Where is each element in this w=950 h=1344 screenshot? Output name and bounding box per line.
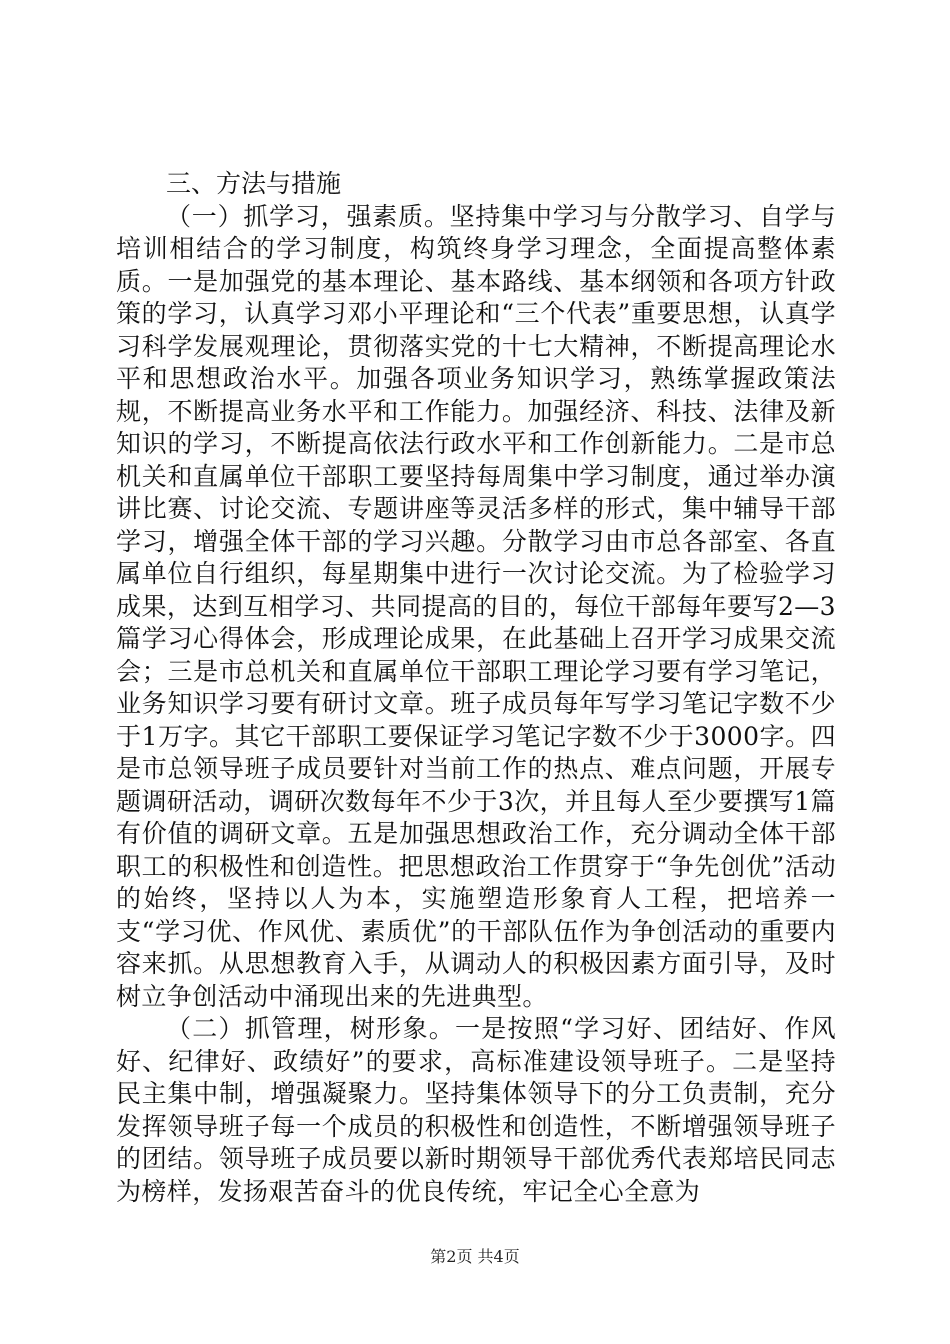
paragraph-management: （二）抓管理，树形象。一是按照“学习好、团结好、作风好、纪律好、政绩好”的要求，高标准建设领导班子。二是坚持民主集中制，增强凝聚力。坚持集体领导下的分工负责制，充分发挥领导班子每一个成员的积极性和创造性，不断增强领导班子的团结。领导班子成员要以新时期领导干部优秀代表郑培民同志为榜样，发扬艰苦奋斗的优良传统，牢记全心全意为 <box>116 1014 836 1206</box>
document-body <box>116 168 836 1208</box>
section-heading: 三、方法与措施 <box>166 169 342 198</box>
page-number-footer: 第2页 共4页 <box>430 1247 520 1266</box>
paragraph-study: （一）抓学习，强素质。坚持集中学习与分散学习、自学与培训相结合的学习制度，构筑终身学习理念，全面提高整体素质。一是加强党的基本理论、基本路线、基本纲领和各项方针政策的学习，认真学习邓小平理论和“三个代表”重要思想，认真学习科学发展观理论，贯彻落实党的十七大精神，不断提高理论水平和思想政治水平。加强各项业务知识学习，熟练掌握政策法规，不断提高业务水平和工作能力。加强经济、科技、法律及新知识的学习，不断提高依法行政水平和工作创新能力。二是市总机关和直属单位干部职工要坚持每周集中学习制度，通过举办演讲比赛、讨论交流、专题讲座等灵活多样的形式，集中辅导干部学习，增强全体干部的学习兴趣。分散学习由市总各部室、各直属单位自行组织，每星期集中进行一次讨论交流。为了检验学习成果，达到互相学习、共同提高的目的，每位干部每年要写2—3篇学习心得体会，形成理论成果，在此基础上召开学习成果交流会；三是市总机关和直属单位干部职工理论学习要有学习笔记，业务知识学习要有研讨文章。班子成员每年写学习笔记字数不少于1万字。其它干部职工要保证学习笔记字数不少于3000字。四是市总领导班子成员要针对当前工作的热点、难点问题，开展专题调研活动，调研次数每年不少于3次，并且每人至少要撰写1篇有价值的调研文章。五是加强思想政治工作，充分调动全体干部职工的积极性和创造性。把思想政治工作贯穿于“争先创优”活动的始终，坚持以人为本，实施塑造形象育人工程，把培养一支“学习优、作风优、素质优”的干部队伍作为争创活动的重要内容来抓。从思想教育入手，从调动人的积极因素方面引导，及时树立争创活动中涌现出来的先进典型。 <box>116 201 836 1011</box>
